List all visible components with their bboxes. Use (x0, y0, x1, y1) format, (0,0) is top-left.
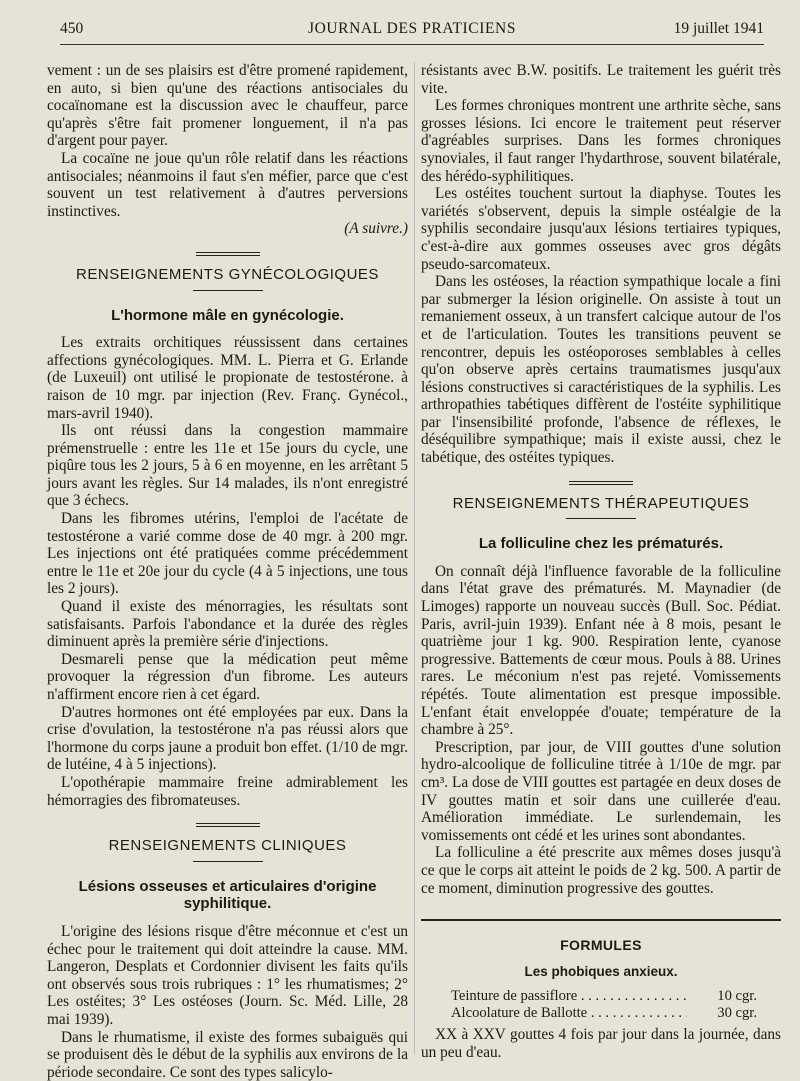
section-heading: RENSEIGNEMENTS CLINIQUES (47, 837, 408, 855)
paragraph: résistants avec B.W. positifs. Le traitement les guérit très vite. (421, 62, 781, 97)
running-header (60, 14, 764, 45)
formules-rule (421, 919, 781, 921)
section-separator (569, 481, 633, 485)
paragraph: Dans les fibromes utérins, l'emploi de l'acétate de testostérone a varié comme dose de 40 mgr. à 200 mgr. Les injections ont été pratiquées comme précédemment entre le 11e et 20e jour du cycle (4 à 5 injections, une tous les 2 jours). (47, 510, 408, 598)
paragraph: La cocaïne ne joue qu'un rôle relatif dans les réactions antisociales; néanmoins il faut s'en méfier, parce que c'est souvent un test relativement à d'autres perversions instinctives. (47, 150, 408, 220)
section-heading: RENSEIGNEMENTS GYNÉCOLOGIQUES (47, 266, 408, 284)
prescription-line (421, 988, 781, 1005)
paragraph: Dans le rhumatisme, il existe des formes subaiguës qui se produisent dès le début de la syphilis aux environs de la période secondaire. Ce sont des types salicylo- (47, 1029, 408, 1081)
to-be-continued: (A suivre.) (47, 220, 408, 238)
article-title: L'hormone mâle en gynécologie. (47, 307, 408, 325)
ingredient-qty: 10 cgr. (687, 988, 757, 1005)
left-column (47, 62, 408, 1081)
paragraph: Les formes chroniques montrent une arthrite sèche, sans grosses lésions. Ici encore le traitement peut réserver d'agréables surprises. Dans les formes chroniques synoviales, il faut ranger l'hydarthrose, souvent bilatérale, des hérédo-syphilitiques. (421, 97, 781, 185)
formules-subtitle: Les phobiques anxieux. (421, 963, 781, 981)
paragraph: Quand il existe des ménorragies, les résultats sont satisfaisants. Parfois l'abondance et la durée des règles diminuent après la première série d'injections. (47, 598, 408, 651)
section-heading: RENSEIGNEMENTS THÉRAPEUTIQUES (421, 495, 781, 513)
paragraph: L'opothérapie mammaire freine admirablement les hémorragies des fibromateuses. (47, 774, 408, 809)
formules-heading: FORMULES (421, 937, 781, 955)
section-separator (196, 252, 260, 256)
ingredient-name: Alcoolature de Ballotte . . . (451, 1005, 687, 1022)
right-column (421, 62, 781, 1062)
paragraph: Dans les ostéoses, la réaction sympathique locale a fini par submerger la lésion originelle. On assiste à tout un remaniement osseux, à un transfert calcique autour de l'os et de l'articulation. Toutes les transitions peuvent se rencontrer, depuis les ostéoporoses semblables à celles qu'on observe après certains traumatismes jusqu'aux lésions constructives si caractéristiques de la syphilis. Les arthropathies tabétiques diffèrent de l'ostéite syphilitique par l'insensibilité profonde, l'absence de réflexes, le déséquilibre sympathique; mais il existe aussi, chez le tabétique, des ostéites typiques. (421, 273, 781, 467)
paragraph: Les extraits orchitiques réussissent dans certaines affections gynécologiques. MM. L. Pierra et G. Erlande (de Luxeuil) ont utilisé le propionate de testostérone. à raison de 10 mgr. par injection (Rev. Franç. Gynécol., mars-avril 1940). (47, 334, 408, 422)
paragraph: Les ostéites touchent surtout la diaphyse. Toutes les variétés s'observent, depuis la simple ostéalgie de la syphilis secondaire jusqu'aux lésions tertiaires typiques, c'est-à-dire aux gommes osseuses avec gros dégâts pseudo-sarcomateux. (421, 185, 781, 273)
issue-date: 19 juillet 1941 (674, 20, 764, 38)
section-separator (196, 823, 260, 827)
heading-rule (193, 290, 263, 291)
paragraph: On connaît déjà l'influence favorable de la folliculine dans l'état grave des prématurés. M. Maynadier (de Limoges) rapporte un nouveau succès (Bull. Soc. Pédiat. Paris, avril-juin 1939). Enfant née à 8 mois, pesant le quatrième jour 1 kg. 900. Respiration lente, cyanose progressive. Battements de cœur mous. Pouls à 88. Urines rares. Le méconium n'est pas rejeté. Vomissements répétés. Toute alimentation est presque impossible. L'enfant était enveloppée d'ouate; température de la chambre à 25°. (421, 563, 781, 739)
article-title: Lésions osseuses et articulaires d'origine syphilitique. (47, 878, 408, 913)
article-title: La folliculine chez les prématurés. (421, 535, 781, 553)
paragraph: Desmareli pense que la médication peut même provoquer la régression d'un fibrome. Les auteurs n'affirment encore rien à cet égard. (47, 651, 408, 704)
ingredient-name: Teinture de passiflore . . . (451, 988, 687, 1005)
page-number: 450 (60, 20, 83, 38)
column-divider (414, 62, 415, 1054)
paragraph: Ils ont réussi dans la congestion mammaire prémenstruelle : entre les 11e et 15e jours du cycle, une piqûre tous les 2 jours, 5 à 6 en moyenne, en les arrêtant 5 jours avant les règles. Sur 14 malades, ils n'ont enregistré que 3 échecs. (47, 422, 408, 510)
ingredient-qty: 30 cgr. (687, 1005, 757, 1022)
paragraph: vement : un de ses plaisirs est d'être promené rapidement, en auto, si bien qu'une des réactions antisociales du cocaïnomane est la discussion avec le chauffeur, parce qu'après s'être fait promener longuement, il n'a pas d'argent pour payer. (47, 62, 408, 150)
heading-rule (193, 861, 263, 862)
heading-rule (566, 518, 636, 519)
paragraph: L'origine des lésions risque d'être méconnue et c'est un échec pour le traitement qui doit atteindre la cause. MM. Langeron, Desplats et Cordonnier divisent les faits qu'ils ont observés sous trois rubriques : 1° les rhumatismes; 2° Les ostéites; 3° Les ostéoses (Journ. Sc. Méd. Lille, 28 mai 1939). (47, 923, 408, 1029)
prescription-line (421, 1005, 781, 1022)
paragraph: Prescription, par jour, de VIII gouttes d'une solution hydro-alcoolique de folliculine titrée à 1/10e de mgr. par cm³. La dose de VIII gouttes est partagée en deux doses de IV gouttes matin et soir dans une cuillerée d'eau. Amélioration immédiate. Le surlendemain, les vomissements ont cédé et les urines sont abondantes. (421, 739, 781, 845)
dosage-note: XX à XXV gouttes 4 fois par jour dans la journée, dans un peu d'eau. (421, 1026, 781, 1061)
journal-title: JOURNAL DES PRATICIENS (60, 20, 764, 38)
paragraph: D'autres hormones ont été employées par eux. Dans la crise d'ovulation, la testostérone n'a pas réussi alors que l'hormone du corps jaune a produit bon effet. (1/10 de mgr. de lutéine, 4 à 5 injections). (47, 704, 408, 774)
paragraph: La folliculine a été prescrite aux mêmes doses jusqu'à ce que le corps ait atteint le poids de 2 kg. 500. A partir de ce moment, diminution progressive des gouttes. (421, 844, 781, 897)
